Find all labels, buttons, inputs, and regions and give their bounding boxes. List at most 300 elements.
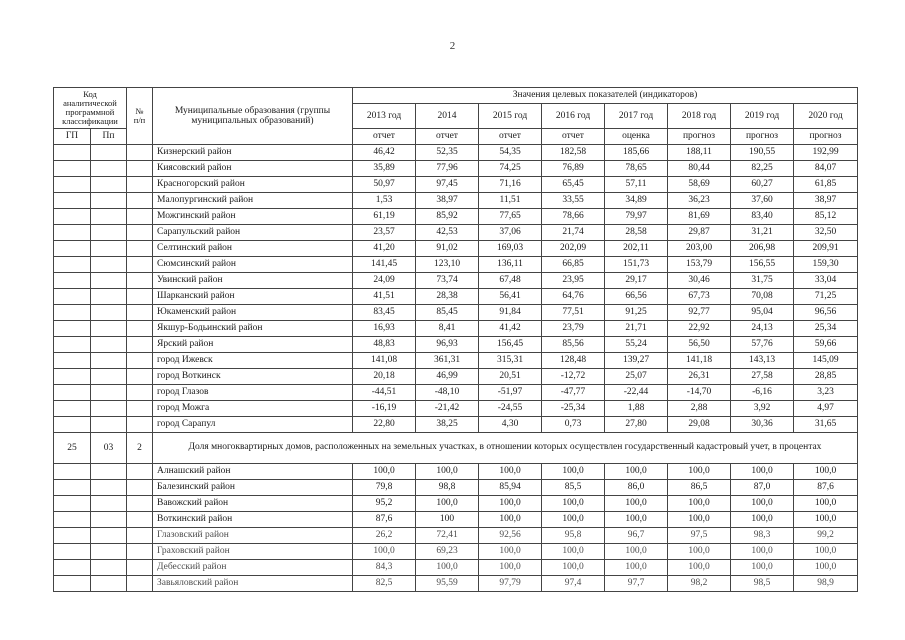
gp-cell [54,305,91,321]
value-cell: 1,53 [353,193,416,209]
table-row [54,209,858,225]
value-cell: 72,41 [416,528,479,544]
value-cell: 71,16 [479,177,542,193]
value-cell: -47,77 [542,385,605,401]
number-cell [127,161,153,177]
value-cell: 41,20 [353,241,416,257]
value-cell: 33,55 [542,193,605,209]
table-row [54,496,858,512]
value-cell: 34,89 [605,193,668,209]
value-cell: 38,97 [416,193,479,209]
value-cell: -22,44 [605,385,668,401]
municipality-name: Юкаменский район [153,305,353,321]
pp-cell [91,401,127,417]
municipality-name: Воткинский район [153,512,353,528]
value-cell: -44,51 [353,385,416,401]
gp-cell [54,289,91,305]
value-cell: 100,0 [668,544,731,560]
table-row [54,145,858,161]
value-cell: 27,58 [731,369,794,385]
value-cell: 30,46 [668,273,731,289]
value-cell: 100,0 [668,496,731,512]
number-cell [127,337,153,353]
value-cell: 61,85 [794,177,858,193]
value-cell: 100,0 [479,464,542,480]
value-cell: 153,79 [668,257,731,273]
municipality-name: город Сарапул [153,417,353,433]
value-cell: 1,88 [605,401,668,417]
table-row [54,321,858,337]
municipality-name: Граховский район [153,544,353,560]
value-cell: 24,09 [353,273,416,289]
value-cell: 100,0 [794,544,858,560]
gp-cell [54,576,91,592]
header-type: отчет [353,129,416,145]
value-cell: 209,91 [794,241,858,257]
value-cell: 67,73 [668,289,731,305]
value-cell: 85,92 [416,209,479,225]
value-cell: 91,02 [416,241,479,257]
municipality-name: Ярский район [153,337,353,353]
table-row [54,528,858,544]
value-cell: 100,0 [731,560,794,576]
value-cell: 100,0 [605,496,668,512]
table-row [54,576,858,592]
value-cell: 85,56 [542,337,605,353]
value-cell: -6,16 [731,385,794,401]
table-row [54,480,858,496]
value-cell: 139,27 [605,353,668,369]
header-type: отчет [542,129,605,145]
value-cell: 16,93 [353,321,416,337]
value-cell: 29,17 [605,273,668,289]
value-cell: 100,0 [605,512,668,528]
header-year: 2013 год [353,104,416,129]
municipality-name: Малопургинский район [153,193,353,209]
pp-cell [91,528,127,544]
header-type: отчет [479,129,542,145]
header-year: 2020 год [794,104,858,129]
value-cell: 57,76 [731,337,794,353]
value-cell: -25,34 [542,401,605,417]
number-cell [127,257,153,273]
value-cell: 41,51 [353,289,416,305]
table-row [54,257,858,273]
section-pp: 03 [91,433,127,464]
value-cell: 21,74 [542,225,605,241]
value-cell: 3,23 [794,385,858,401]
page-number: 2 [449,40,456,52]
value-cell: 96,56 [794,305,858,321]
pp-cell [91,209,127,225]
pp-cell [91,576,127,592]
value-cell: 21,71 [605,321,668,337]
value-cell: 48,83 [353,337,416,353]
value-cell: 58,69 [668,177,731,193]
value-cell: 23,95 [542,273,605,289]
number-cell [127,385,153,401]
table-row [54,560,858,576]
value-cell: 99,2 [794,528,858,544]
value-cell: 100,0 [542,544,605,560]
table-row [54,161,858,177]
value-cell: 11,51 [479,193,542,209]
value-cell: 84,3 [353,560,416,576]
pp-cell [91,353,127,369]
value-cell: 91,84 [479,305,542,321]
table-row [54,289,858,305]
value-cell: 64,76 [542,289,605,305]
value-cell: 100 [416,512,479,528]
pp-cell [91,273,127,289]
value-cell: 182,58 [542,145,605,161]
value-cell: -14,70 [668,385,731,401]
value-cell: 78,65 [605,161,668,177]
value-cell: 37,60 [731,193,794,209]
pp-cell [91,289,127,305]
value-cell: 25,34 [794,321,858,337]
table-row [54,369,858,385]
value-cell: 100,0 [794,464,858,480]
value-cell: 169,03 [479,241,542,257]
number-cell [127,145,153,161]
value-cell: 141,08 [353,353,416,369]
value-cell: 57,11 [605,177,668,193]
value-cell: 20,51 [479,369,542,385]
value-cell: 70,08 [731,289,794,305]
value-cell: 141,45 [353,257,416,273]
number-cell [127,273,153,289]
municipality-name: город Ижевск [153,353,353,369]
number-cell [127,528,153,544]
number-cell [127,305,153,321]
value-cell: 22,80 [353,417,416,433]
value-cell: 100,0 [542,560,605,576]
pp-cell [91,512,127,528]
value-cell: 77,65 [479,209,542,225]
gp-cell [54,496,91,512]
value-cell: 86,0 [605,480,668,496]
value-cell: 29,87 [668,225,731,241]
value-cell: 23,79 [542,321,605,337]
pp-cell [91,161,127,177]
value-cell: 82,5 [353,576,416,592]
value-cell: 61,19 [353,209,416,225]
table-row [54,241,858,257]
value-cell: 156,55 [731,257,794,273]
gp-cell [54,480,91,496]
value-cell: 97,45 [416,177,479,193]
pp-cell [91,337,127,353]
number-cell [127,544,153,560]
gp-cell [54,177,91,193]
value-cell: 20,18 [353,369,416,385]
value-cell: 25,07 [605,369,668,385]
value-cell: 100,0 [542,496,605,512]
value-cell: 77,96 [416,161,479,177]
value-cell: 100,0 [479,512,542,528]
value-cell: 87,0 [731,480,794,496]
value-cell: 79,97 [605,209,668,225]
table-row [54,193,858,209]
value-cell: 30,36 [731,417,794,433]
value-cell: 100,0 [416,464,479,480]
value-cell: 78,66 [542,209,605,225]
value-cell: 95,59 [416,576,479,592]
pp-cell [91,369,127,385]
value-cell: 23,57 [353,225,416,241]
value-cell: 59,66 [794,337,858,353]
value-cell: 3,92 [731,401,794,417]
table-row [54,353,858,369]
pp-cell [91,385,127,401]
section-gp: 25 [54,433,91,464]
pp-cell [91,241,127,257]
value-cell: 185,66 [605,145,668,161]
gp-cell [54,464,91,480]
table-row [54,417,858,433]
header-type: прогноз [668,129,731,145]
value-cell: 69,23 [416,544,479,560]
header-year: 2014 [416,104,479,129]
number-cell [127,369,153,385]
number-cell [127,177,153,193]
value-cell: 55,24 [605,337,668,353]
municipality-name: Якшур-Бодьинский район [153,321,353,337]
value-cell: 100,0 [542,464,605,480]
municipality-name: Балезинский район [153,480,353,496]
value-cell: 42,53 [416,225,479,241]
header-number: № п/п [127,88,153,145]
pp-cell [91,225,127,241]
table-row [54,464,858,480]
value-cell: 100,0 [479,496,542,512]
gp-cell [54,193,91,209]
header-gp: ГП [54,129,91,145]
value-cell: 96,93 [416,337,479,353]
gp-cell [54,353,91,369]
gp-cell [54,321,91,337]
value-cell: 26,31 [668,369,731,385]
value-cell: 202,09 [542,241,605,257]
table-row [54,544,858,560]
value-cell: 87,6 [353,512,416,528]
value-cell: 85,12 [794,209,858,225]
value-cell: 31,75 [731,273,794,289]
value-cell: 206,98 [731,241,794,257]
value-cell: 56,41 [479,289,542,305]
table-row [54,512,858,528]
value-cell: 24,13 [731,321,794,337]
municipality-name: Глазовский район [153,528,353,544]
header-year: 2018 год [668,104,731,129]
table-row [54,337,858,353]
municipality-name: Киясовский район [153,161,353,177]
value-cell: 65,45 [542,177,605,193]
value-cell: 84,07 [794,161,858,177]
number-cell [127,576,153,592]
gp-cell [54,385,91,401]
value-cell: -51,97 [479,385,542,401]
header-municipality: Муниципальные образования (группы муниципальных образований) [153,88,353,145]
gp-cell [54,417,91,433]
value-cell: 27,80 [605,417,668,433]
value-cell: 128,48 [542,353,605,369]
value-cell: 190,55 [731,145,794,161]
value-cell: 100,0 [416,496,479,512]
value-cell: 4,30 [479,417,542,433]
table-row [54,305,858,321]
value-cell: 100,0 [794,512,858,528]
pp-cell [91,257,127,273]
indicators-table [53,87,858,592]
header-year: 2015 год [479,104,542,129]
table-row [54,273,858,289]
value-cell: 95,2 [353,496,416,512]
municipality-name: город Воткинск [153,369,353,385]
value-cell: 86,5 [668,480,731,496]
value-cell: 192,99 [794,145,858,161]
gp-cell [54,145,91,161]
value-cell: 74,25 [479,161,542,177]
value-cell: 8,41 [416,321,479,337]
value-cell: 151,73 [605,257,668,273]
number-cell [127,480,153,496]
value-cell: 60,27 [731,177,794,193]
value-cell: 145,09 [794,353,858,369]
value-cell: 80,44 [668,161,731,177]
municipality-name: Селтинский район [153,241,353,257]
value-cell: 159,30 [794,257,858,273]
header-type: прогноз [731,129,794,145]
number-cell [127,193,153,209]
pp-cell [91,464,127,480]
pp-cell [91,145,127,161]
gp-cell [54,257,91,273]
gp-cell [54,560,91,576]
number-cell [127,417,153,433]
value-cell: 156,45 [479,337,542,353]
value-cell: 31,21 [731,225,794,241]
header-type: оценка [605,129,668,145]
value-cell: 2,88 [668,401,731,417]
value-cell: 123,10 [416,257,479,273]
gp-cell [54,241,91,257]
pp-cell [91,305,127,321]
value-cell: 37,06 [479,225,542,241]
section-title: Доля многоквартирных домов, расположенных на земельных участках, в отношении которых осуществлен государственный кадастровый учет, в процентах [153,433,858,464]
number-cell [127,512,153,528]
municipality-name: Дебесский район [153,560,353,576]
pp-cell [91,321,127,337]
value-cell: 136,11 [479,257,542,273]
municipality-name: Увинский район [153,273,353,289]
value-cell: 97,79 [479,576,542,592]
number-cell [127,353,153,369]
header-year: 2017 год [605,104,668,129]
municipality-name: Завьяловский район [153,576,353,592]
value-cell: 83,40 [731,209,794,225]
header-code-group: Код аналитической программной классификации [54,88,127,129]
header-type: отчет [416,129,479,145]
value-cell: 95,04 [731,305,794,321]
value-cell: 100,0 [416,560,479,576]
value-cell: 79,8 [353,480,416,496]
value-cell: 31,65 [794,417,858,433]
value-cell: 203,00 [668,241,731,257]
gp-cell [54,544,91,560]
value-cell: 81,69 [668,209,731,225]
value-cell: 32,50 [794,225,858,241]
pp-cell [91,560,127,576]
header-year: 2016 год [542,104,605,129]
value-cell: 76,89 [542,161,605,177]
value-cell: 54,35 [479,145,542,161]
gp-cell [54,225,91,241]
pp-cell [91,544,127,560]
header-values-group: Значения целевых показателей (индикаторов) [353,88,858,104]
value-cell: 52,35 [416,145,479,161]
value-cell: 98,5 [731,576,794,592]
table-row [54,385,858,401]
header-pp: Пп [91,129,127,145]
value-cell: 100,0 [668,560,731,576]
value-cell: 95,8 [542,528,605,544]
value-cell: 100,0 [794,560,858,576]
value-cell: 77,51 [542,305,605,321]
value-cell: -48,10 [416,385,479,401]
municipality-name: Можгинский район [153,209,353,225]
pp-cell [91,480,127,496]
value-cell: 28,38 [416,289,479,305]
pp-cell [91,177,127,193]
value-cell: 100,0 [479,544,542,560]
section-row [54,433,858,464]
value-cell: 97,4 [542,576,605,592]
value-cell: 98,2 [668,576,731,592]
municipality-name: Сарапульский район [153,225,353,241]
value-cell: 98,8 [416,480,479,496]
value-cell: 141,18 [668,353,731,369]
value-cell: 71,25 [794,289,858,305]
municipality-name: Сюмсинский район [153,257,353,273]
value-cell: 100,0 [605,544,668,560]
gp-cell [54,161,91,177]
value-cell: 26,2 [353,528,416,544]
value-cell: 82,25 [731,161,794,177]
value-cell: 28,58 [605,225,668,241]
value-cell: 87,6 [794,480,858,496]
municipality-name: город Глазов [153,385,353,401]
header-year: 2019 год [731,104,794,129]
pp-cell [91,193,127,209]
value-cell: 100,0 [794,496,858,512]
value-cell: 100,0 [731,544,794,560]
value-cell: 100,0 [542,512,605,528]
pp-cell [91,417,127,433]
value-cell: 28,85 [794,369,858,385]
value-cell: 100,0 [668,464,731,480]
value-cell: 100,0 [731,496,794,512]
value-cell: 33,04 [794,273,858,289]
table-row [54,225,858,241]
value-cell: 38,25 [416,417,479,433]
gp-cell [54,401,91,417]
value-cell: 100,0 [353,544,416,560]
municipality-name: Кизнерский район [153,145,353,161]
municipality-name: город Можга [153,401,353,417]
value-cell: 85,45 [416,305,479,321]
